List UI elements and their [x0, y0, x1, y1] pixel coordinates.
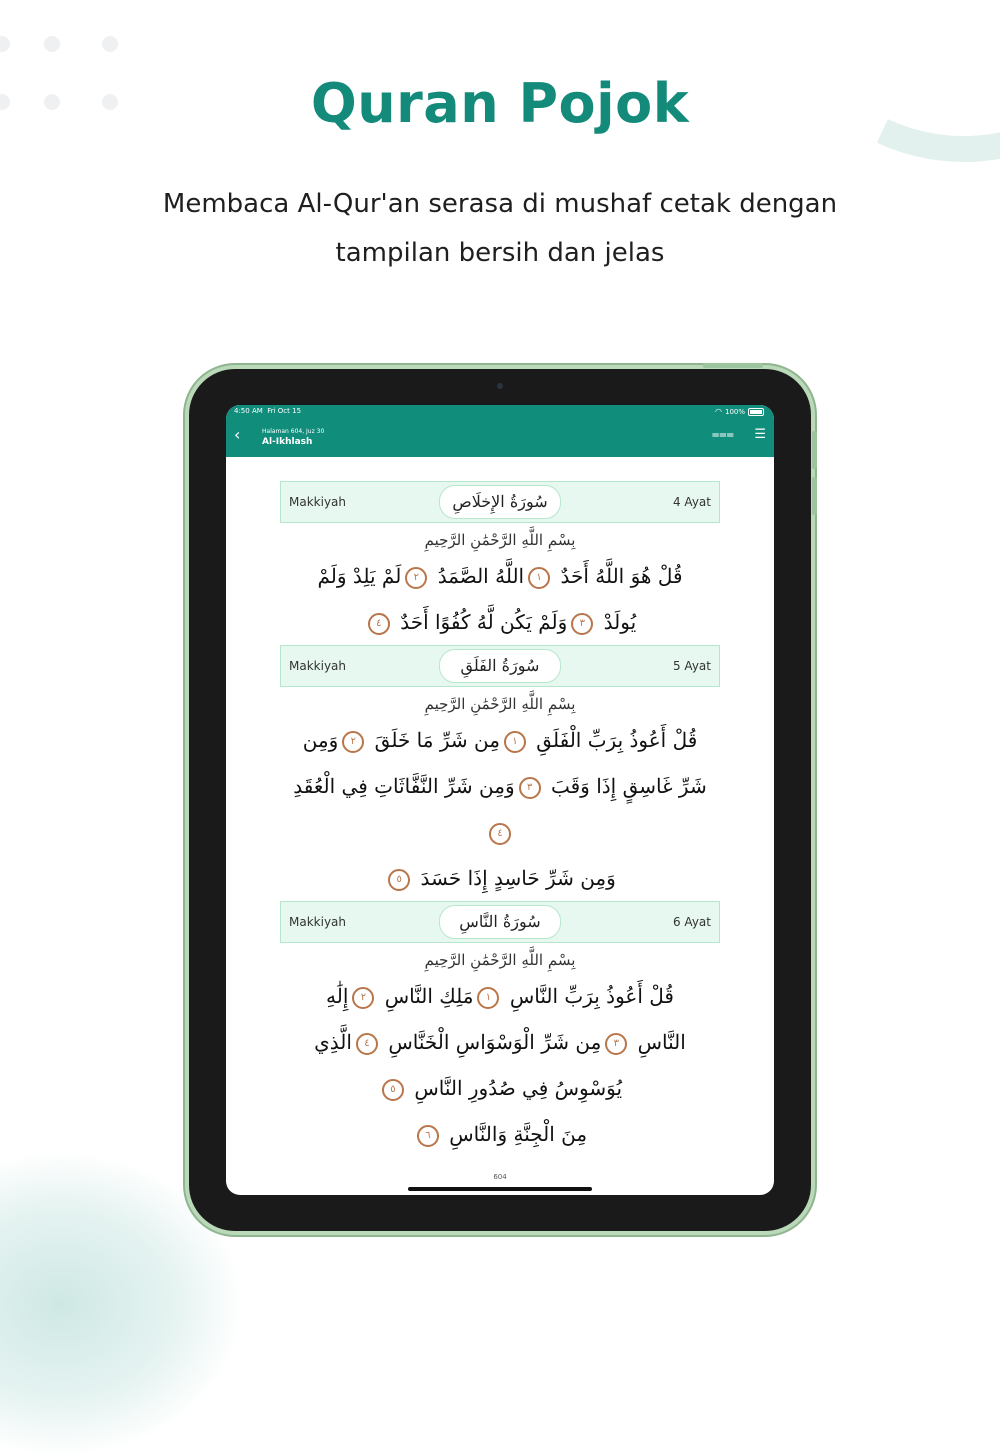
home-indicator[interactable] — [408, 1187, 592, 1191]
ayat-line — [226, 973, 774, 1019]
status-time: 4:50 AM Fri Oct 15 — [234, 407, 302, 415]
ayah-number-marker: ١ — [528, 567, 550, 589]
mushaf-page — [226, 457, 774, 1157]
ayat-line — [226, 1111, 774, 1157]
status-indicators — [715, 407, 764, 416]
battery-percent: 100% — [724, 407, 745, 416]
ayat-line — [226, 599, 774, 645]
ayah-number-marker: ٢ — [352, 987, 374, 1009]
ayah-number-marker: ٢ — [405, 567, 427, 589]
volume-up-button — [812, 431, 817, 469]
ayat-line — [226, 717, 774, 763]
surah-list-icon[interactable]: ☰ — [754, 427, 766, 442]
surah-header — [280, 901, 720, 943]
ayah-text: لَمْ يَلِدْ وَلَمْ — [317, 564, 402, 588]
surah-type: Makkiyah — [289, 659, 346, 673]
basmala: بِسْمِ اللَّهِ الرَّحْمَٰنِ الرَّحِيمِ — [424, 695, 576, 713]
ayah-number-marker: ٤ — [368, 613, 390, 635]
front-camera — [497, 383, 503, 389]
ayah-number-marker: ٣ — [571, 613, 593, 635]
battery-icon — [748, 408, 764, 416]
page-subtitle: Halaman 604, Juz 30 — [262, 428, 325, 435]
basmala: بِسْمِ اللَّهِ الرَّحْمَٰنِ الرَّحِيمِ — [424, 951, 576, 969]
page-number: 604 — [493, 1173, 507, 1181]
ayat-line — [226, 855, 774, 901]
ayah-number-marker: ١ — [504, 731, 526, 753]
ayah-text: وَمِن شَرِّ النَّفَّاثَاتِ فِي الْعُقَدِ — [293, 774, 515, 798]
ayah-text: يُوَسْوِسُ فِي صُدُورِ النَّاسِ — [414, 1076, 623, 1100]
status-bar — [226, 405, 774, 419]
promo-headline: Quran Pojok — [310, 72, 690, 135]
promo-subtitle: Membaca Al-Qur'an serasa di mushaf cetak dengan tampilan bersih dan jelas — [162, 189, 838, 268]
ayah-text: مِن شَرِّ الْوَسْوَاسِ الْخَنَّاسِ — [388, 1030, 602, 1054]
ayat-count: 4 Ayat — [672, 495, 711, 509]
ayah-number-marker: ٥ — [388, 869, 410, 891]
basmala: بِسْمِ اللَّهِ الرَّحْمَٰنِ الرَّحِيمِ — [424, 531, 576, 549]
ayah-number-marker: ٥ — [382, 1079, 404, 1101]
ayat-line — [226, 553, 774, 599]
ayah-text: وَمِن شَرِّ حَاسِدٍ إِذَا حَسَدَ — [420, 866, 616, 890]
surah-header — [280, 645, 720, 687]
ayat-line — [226, 763, 774, 855]
ayah-number-marker: ٣ — [519, 777, 541, 799]
ayah-text: مِن شَرِّ مَا خَلَقَ — [374, 728, 500, 752]
top-button — [703, 363, 763, 368]
ayah-number-marker: ٦ — [417, 1125, 439, 1147]
ayah-text: يُولَدْ — [603, 610, 637, 634]
ayah-text: اللَّهُ الصَّمَدُ — [437, 564, 525, 588]
surah-type: Makkiyah — [289, 915, 346, 929]
surah-name: سُورَةُ الإِخلَاصِ — [439, 485, 561, 519]
ayah-text: إِلَٰهِ — [326, 984, 349, 1008]
ayah-text: مَلِكِ النَّاسِ — [384, 984, 474, 1008]
ayah-text: وَلَمْ يَكُن لَّهُ كُفُوًا أَحَدٌ — [400, 610, 568, 634]
surah-type: Makkiyah — [289, 495, 346, 509]
app-bar — [226, 405, 774, 457]
tablet-frame — [189, 369, 811, 1231]
page-title: Al-Ikhlash — [262, 437, 313, 447]
ayah-number-marker: ٣ — [605, 1033, 627, 1055]
surah-name: سُورَةُ النَّاسِ — [439, 905, 561, 939]
ayah-number-marker: ٢ — [342, 731, 364, 753]
ayah-text: شَرِّ غَاسِقٍ إِذَا وَقَبَ — [550, 774, 707, 798]
app-screen — [226, 405, 774, 1195]
surah-name: سُورَةُ الفَلَقِ — [439, 649, 561, 683]
ayah-text: الَّذِي — [314, 1030, 352, 1054]
ayat-count: 5 Ayat — [672, 659, 711, 673]
surah-header — [280, 481, 720, 523]
ayah-text: مِنَ الْجِنَّةِ وَالنَّاسِ — [449, 1122, 588, 1146]
ayah-number-marker: ٤ — [489, 823, 511, 845]
ayah-number-marker: ١ — [477, 987, 499, 1009]
ayat-line — [226, 1019, 774, 1065]
volume-down-button — [812, 477, 817, 515]
page-title-group — [262, 428, 324, 447]
ayah-text: وَمِن — [302, 728, 339, 752]
ayat-count: 6 Ayat — [672, 915, 711, 929]
ayah-number-marker: ٤ — [356, 1033, 378, 1055]
wifi-icon: ◠ — [715, 407, 722, 416]
ayah-text: قُلْ أَعُوذُ بِرَبِّ النَّاسِ — [509, 984, 674, 1008]
ayah-text: قُلْ أَعُوذُ بِرَبِّ الْفَلَقِ — [536, 728, 698, 752]
bookmark-list-icon[interactable]: ⩶ — [711, 427, 734, 442]
back-arrow-icon[interactable]: ‹ — [234, 425, 241, 444]
ayah-text: قُلْ هُوَ اللَّهُ أَحَدٌ — [560, 564, 683, 588]
ayat-line — [226, 1065, 774, 1111]
ayah-text: النَّاسِ — [637, 1030, 686, 1054]
